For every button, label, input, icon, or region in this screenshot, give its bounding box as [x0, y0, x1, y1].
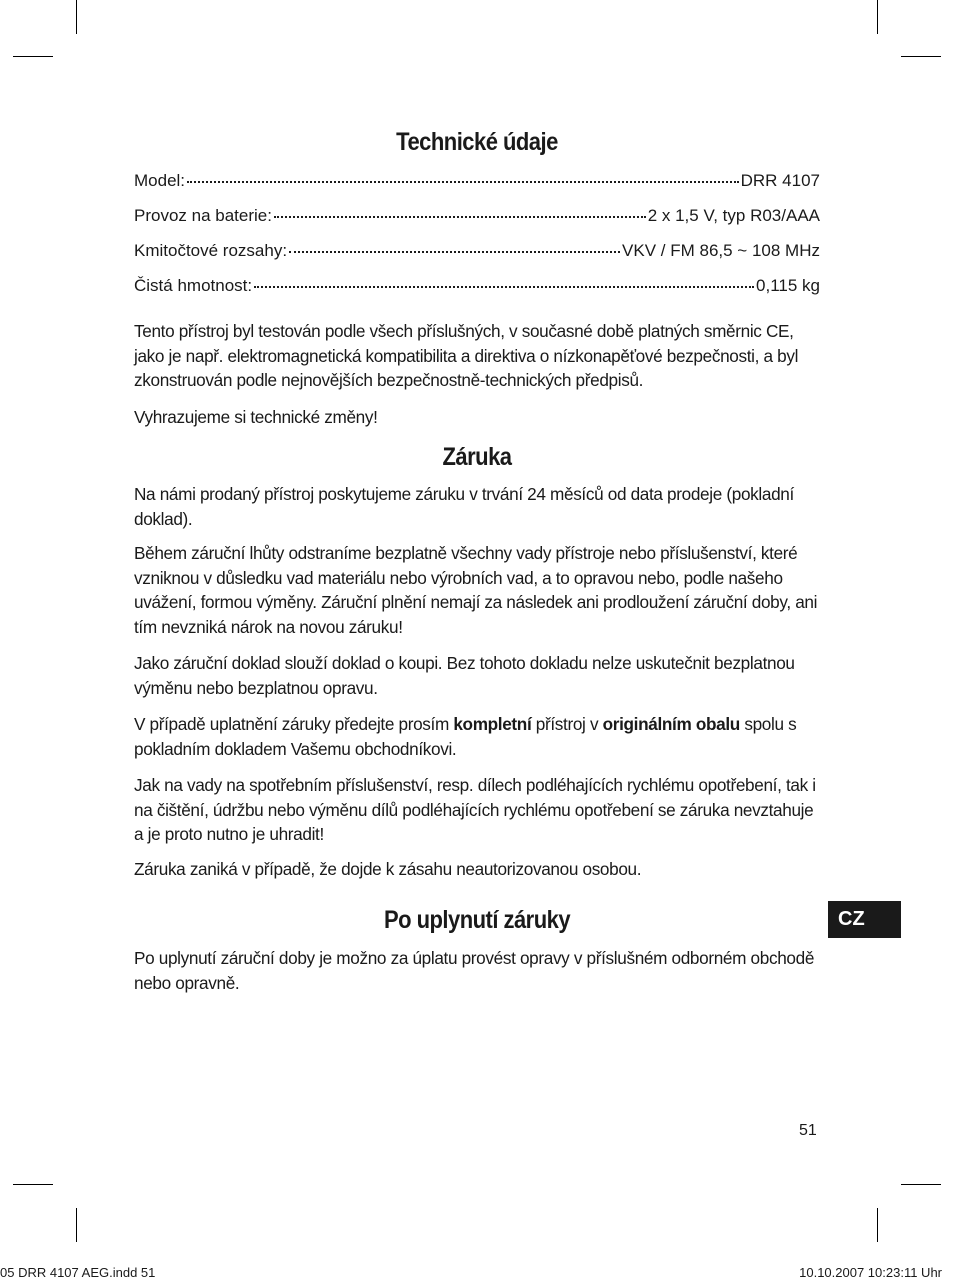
heading-technical-data: Technické údaje	[396, 128, 558, 156]
spec-value: VKV / FM 86,5 ~ 108 MHz	[622, 241, 820, 260]
warranty-paragraph: Jak na vady na spotřebním příslušenství, resp. dílech podléhajících rychlému opotřebení, tak i na čištění, údržbu nebo výměnu dílů podléhajících rychlému opotřebení se záruka nevztahuje a je proto nutno je uhradit!	[134, 775, 816, 844]
spec-label: Model:	[134, 171, 186, 190]
bold-text: kompletní	[453, 714, 532, 734]
crop-mark	[76, 1208, 77, 1242]
text-run: přístroj v	[531, 714, 603, 734]
text-run: spolu s pokladním dokladem Vašemu obchodníkovi.	[134, 714, 797, 759]
warranty-paragraph	[134, 712, 820, 761]
spec-value: 0,115 kg	[756, 276, 820, 295]
heading-after-warranty: Po uplynutí záruky	[383, 906, 571, 934]
crop-mark	[877, 1208, 878, 1242]
warranty-paragraph: Záruka zaniká v případě, že dojde k zásahu neautorizovanou osobou.	[134, 859, 642, 879]
language-tab: CZ	[828, 901, 901, 938]
spec-label: Čistá hmotnost:	[134, 276, 253, 295]
spec-row-model	[134, 169, 820, 193]
footer-file-info: 05 DRR 4107 AEG.indd 51	[0, 1265, 156, 1280]
page-number: 51	[799, 1122, 817, 1139]
leader-dots	[187, 169, 739, 186]
spec-value: DRR 4107	[740, 171, 820, 190]
crop-mark	[13, 1184, 53, 1185]
warranty-paragraph: Na námi prodaný přístroj poskytujeme záruku v trvání 24 měsíců od data prodeje (pokladní doklad).	[134, 484, 794, 529]
crop-mark	[901, 56, 941, 57]
crop-mark	[901, 1184, 941, 1185]
spec-row-power	[134, 204, 820, 228]
spec-row-weight	[134, 274, 820, 298]
warranty-paragraph: Během záruční lhůty odstraníme bezplatně všechny vady přístroje nebo příslušenství, které vzniknou v důsledku vad materiálu nebo výrobních vad, a to opravou nebo, podle našeho uvážení, formou výměny. Záruční plnění nemají za následek ani prodloužení záruční doby, ani tím nevzniká nárok na novou záruku!	[134, 543, 818, 637]
spec-label: Provoz na baterie:	[134, 206, 272, 225]
technical-changes-note: Vyhrazujeme si technické změny!	[134, 407, 378, 427]
after-warranty-paragraph: Po uplynutí záruční doby je možno za úplatu provést opravy v příslušném odborném obchodě nebo opravně.	[134, 948, 815, 993]
ce-compliance-paragraph: Tento přístroj byl testován podle všech příslušných, v současné době platných směrnic CE, jako je např. elektromagnetická kompatibilita a direktiva o nízkonapěťové bezpečnosti, a byl zkonstruován podle nejnovějších bezpečnostně-technických předpisů.	[134, 321, 799, 390]
crop-mark	[13, 56, 53, 57]
leader-dots	[289, 239, 620, 256]
bold-text: originálním obalu	[602, 714, 740, 734]
heading-warranty: Záruka	[442, 443, 512, 471]
footer-timestamp: 10.10.2007 10:23:11 Uhr	[799, 1265, 942, 1280]
warranty-paragraph: Jako záruční doklad slouží doklad o koupi. Bez tohoto dokladu nelze uskutečnit bezplatnou výměnu nebo bezplatnou opravu.	[134, 653, 795, 698]
crop-mark	[76, 0, 77, 34]
leader-dots	[254, 274, 754, 291]
leader-dots	[274, 204, 646, 221]
crop-mark	[877, 0, 878, 34]
spec-label: Kmitočtové rozsahy:	[134, 241, 288, 260]
text-run: V případě uplatnění záruky předejte prosím	[134, 714, 454, 734]
spec-row-frequency	[134, 239, 820, 263]
spec-value: 2 x 1,5 V, typ R03/AAA	[647, 206, 820, 225]
